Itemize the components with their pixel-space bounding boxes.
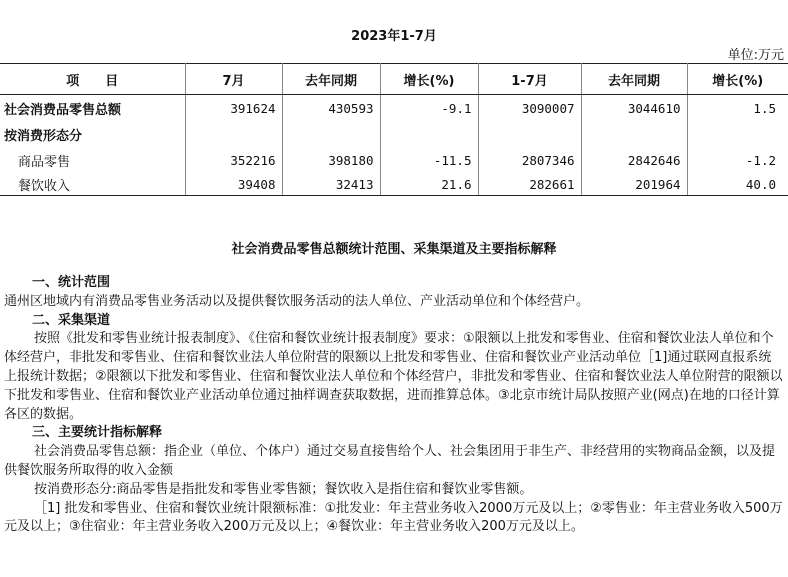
column-header: 7月: [185, 64, 282, 95]
table-cell: [478, 121, 581, 147]
table-cell: 282661: [478, 173, 581, 196]
row-label: 社会消费品零售总额: [0, 95, 185, 122]
table-cell: 32413: [282, 173, 380, 196]
table-header-row: [0, 64, 788, 95]
table-cell: [581, 121, 687, 147]
table-cell: 391624: [185, 95, 282, 122]
section-text: 按照《批发和零售业统计报表制度》、《住宿和餐饮业统计报表制度》要求：①限额以上批发和零售业、住宿和餐饮业法人单位和个体经营户，非批发和零售业、住宿和餐饮业法人单位附营的限额以上批发和零售业、住宿和餐饮业产业活动单位［1]通过联网直报系统上报统计数据；②限额以下批发和零售业、住宿和餐饮业法人单位和个体经营户，非批发和零售业、住宿和餐饮业法人单位附营的限额以下批发和零售业、住宿和餐饮业产业活动单位通过抽样调查获取数据，进而推算总体。③北京市统计局队按照产业(网点)在地的口径计算各区的数据。: [4, 331, 783, 422]
section-heading: 一、统计范围: [32, 275, 111, 290]
table-row: [0, 173, 788, 196]
table-cell: 430593: [282, 95, 380, 122]
section-heading: 二、采集渠道: [32, 312, 111, 328]
table-cell: -1.2: [745, 152, 776, 168]
table-cell: 352216: [185, 147, 282, 173]
notes-title: 社会消费品零售总额统计范围、采集渠道及主要指标解释: [231, 242, 557, 257]
table-row: [0, 121, 788, 147]
row-label: 按消费形态分: [0, 121, 185, 147]
table-cell: -9.1: [380, 95, 478, 122]
table-cell: 2842646: [581, 147, 687, 173]
column-header: 去年同期: [581, 64, 687, 95]
table-row: [0, 147, 788, 173]
column-header: 增长(%): [380, 64, 478, 95]
column-header: 去年同期: [282, 64, 380, 95]
table-cell: -11.5: [380, 147, 478, 173]
row-label: 商品零售: [0, 147, 185, 173]
table-cell: 1.5: [753, 100, 776, 116]
table-row: [0, 95, 788, 122]
table-cell: 3090007: [478, 95, 581, 122]
section-text: 通州区地域内有消费品零售业务活动以及提供餐饮服务活动的法人单位、产业活动单位和个体经营户。: [4, 293, 590, 309]
table-cell: 201964: [581, 173, 687, 196]
table-cell: [185, 121, 282, 147]
footnote-text: ［1] 批发和零售业、住宿和餐饮业统计限额标准：①批发业：年主营业务收入2000万元及以上；②零售业：年主营业务收入500万元及以上；③住宿业：年主营业务收入200万元及以上；④餐饮业：年主营业务收入200万元及以上。: [4, 500, 783, 535]
column-header: 1-7月: [478, 64, 581, 95]
table-cell: [380, 121, 478, 147]
table-cell: [282, 121, 380, 147]
column-header: 增长(%): [687, 64, 788, 95]
section-text: 社会消费品零售总额：指企业（单位、个体户）通过交易直接售给个人、社会集团用于非生产、非经营用的实物商品金额，以及提供餐饮服务所取得的收入金额: [4, 444, 776, 478]
section-text: 按消费形态分:商品零售是指批发和零售业零售额；餐饮收入是指住宿和餐饮业零售额。: [34, 481, 533, 497]
table-cell: 398180: [282, 147, 380, 173]
section-heading: 三、主要统计指标解释: [32, 425, 163, 441]
table-cell: 2807346: [478, 147, 581, 173]
column-header: 项 目: [0, 64, 185, 95]
table-cell: 39408: [185, 173, 282, 196]
table-cell: 21.6: [380, 173, 478, 196]
table-cell: [687, 121, 788, 147]
table-cell: 3044610: [581, 95, 687, 122]
table-cell: 40.0: [687, 173, 788, 196]
row-label: 餐饮收入: [0, 173, 185, 196]
notes-body: [4, 274, 784, 537]
retail-sales-table: [0, 63, 788, 196]
report-period: 2023年1-7月: [351, 29, 437, 44]
unit-label: 单位:万元: [727, 48, 784, 63]
